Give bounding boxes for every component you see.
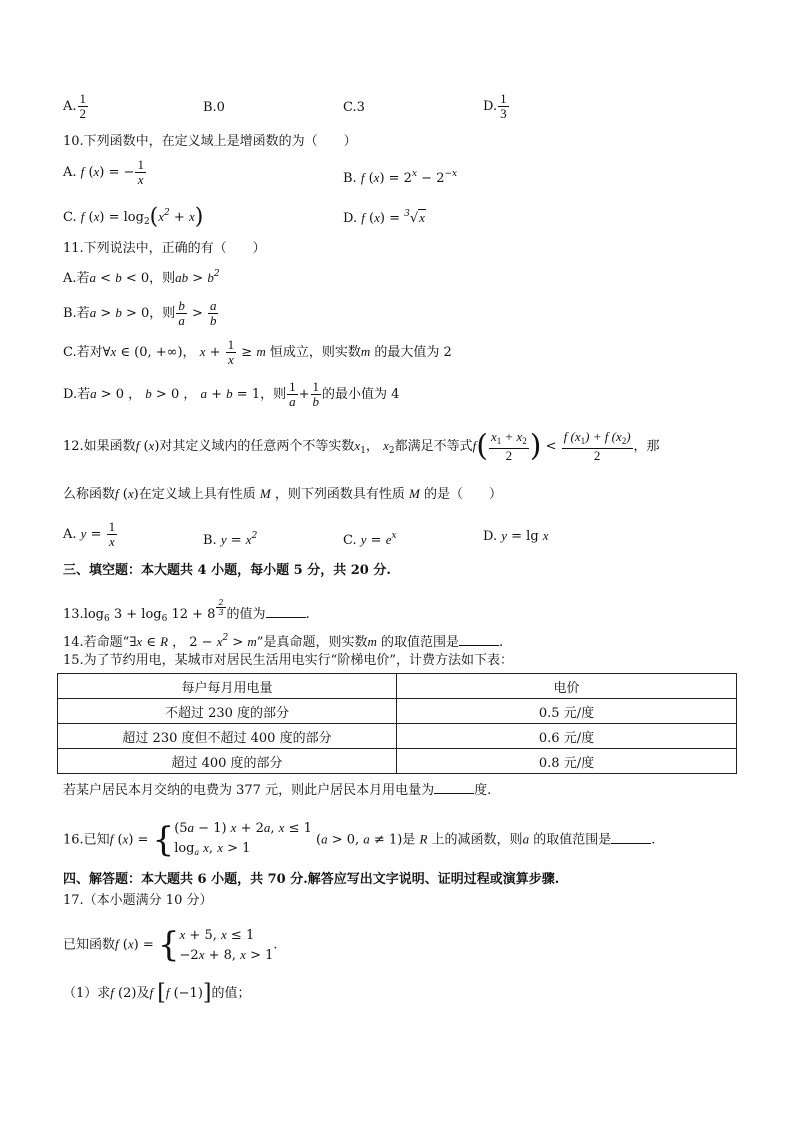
electricity-price-table bbox=[57, 673, 737, 774]
q12-stem-line2: 么称函数f (x)在定义域上具有性质 M ，则下列函数具有性质 M 的是（ ） bbox=[63, 486, 503, 502]
table-row bbox=[58, 699, 737, 724]
q11-stem: 11.下列说法中，正确的有（ ） bbox=[63, 241, 266, 256]
q10-option-d: D. f (x) = $^3$√x bbox=[343, 209, 425, 226]
q10-stem: 10.下列函数中，在定义域上是增函数的为（ ） bbox=[63, 134, 357, 149]
q12-option-a: A. y = $\frac{1}{x}$ bbox=[63, 519, 116, 549]
q9-option-b: B.0 bbox=[203, 100, 225, 115]
table-header-row bbox=[58, 674, 737, 699]
q9-option-c: C.3 bbox=[343, 100, 365, 115]
table-cell: 0.8 元/度 bbox=[397, 749, 737, 774]
q11-option-d: D.若a > 0 ， b > 0 ， a + b = 1，则 $\frac{1}{a}$ + $\frac{1}{b}$ 的最小值为 4 bbox=[63, 379, 400, 409]
table-cell: 0.6 元/度 bbox=[397, 724, 737, 749]
q17-header: 17.（本小题满分 10 分） bbox=[63, 893, 213, 908]
q11-option-c: C.若对∀x ∈ (0, +∞)， x + $\frac{1}{x}$ ≥ m 恒成立，则实数m 的最大值为 2 bbox=[63, 337, 452, 367]
table-row bbox=[58, 724, 737, 749]
q11-option-a: A.若a < b < 0，则ab > $b^2$ bbox=[63, 269, 220, 286]
table-cell: 不超过 230 度的部分 bbox=[58, 699, 397, 724]
q12-option-c: C. $y = e^x$ bbox=[343, 531, 397, 548]
q13: $13.\log_6$ $3 + \log_6 12 + 8$ $^{\frac{2}{3}}$ 的值为 . bbox=[63, 598, 310, 624]
table-cell: 超过 400 度的部分 bbox=[58, 749, 397, 774]
q15-stem: 15.为了节约用电，某城市对居民生活用电实行“阶梯电价”，计费方法如下表： bbox=[63, 653, 513, 668]
q16: 16.已知f (x) = { (5a − 1) x + 2a, x ≤ 1 $\log_a x$, x > 1 (a > 0, a ≠ 1)是 R 上的减函数，则a 的取值范围是 . bbox=[63, 820, 656, 860]
table-row bbox=[58, 749, 737, 774]
table-cell: 超过 230 度但不超过 400 度的部分 bbox=[58, 724, 397, 749]
q11-option-b: B.若a > b > 0，则 $\frac{b}{a}$ > $\frac{a}{b}$ bbox=[63, 298, 217, 328]
q9-option-d: D. $\frac{1}{3}$ bbox=[483, 91, 507, 121]
table-header-cell: 每户每月用电量 bbox=[58, 674, 397, 699]
q12-option-d: D. y = lg x bbox=[483, 528, 549, 544]
q12-option-b: B. $y = x^2$ bbox=[203, 531, 258, 548]
q15-question: 若某户居民本月交纳的电费为 377 元，则此户居民本月用电量为 度. bbox=[63, 783, 492, 798]
section-3-heading: 三、填空题：本大题共 4 小题，每小题 5 分，共 20 分. bbox=[63, 563, 391, 578]
q12-stem: 12.如果函数f (x)对其定义域内的任意两个不等实数$x_1$， $x_2$都满足不等式f( $\frac{x_1 + x_2}{2}$ ) < $\frac{f (x_1) + f (x_2)}{2}$ ，那 bbox=[63, 428, 660, 464]
q17-part-1: （1）求f (2)及f [f (−1)]的值； bbox=[63, 980, 251, 1006]
q10-option-b: B. f $(x) = 2^x - 2^{-x}$ bbox=[343, 169, 458, 186]
table-header-cell: 电价 bbox=[397, 674, 737, 699]
q9-option-a: A. $\frac{1}{2}$ bbox=[63, 91, 87, 121]
q10-option-c: C. f $(x) = \log_2(x^2 + x)$ bbox=[63, 204, 204, 230]
q14: 14.若命题“∃x ∈ R ， $2 - x^2 > m$”是真命题，则实数m 的取值范围是 . bbox=[63, 633, 504, 650]
q10-option-a: A. f (x) = − $\frac{1}{x}$ bbox=[63, 157, 144, 187]
section-4-heading: 四、解答题：本大题共 6 小题，共 70 分.解答应写出文字说明、证明过程或演算步骤. bbox=[63, 872, 560, 887]
q17-given: 已知函数f (x) = { x + 5, x ≤ 1 −2x + 8, x > 1 . bbox=[63, 925, 278, 965]
table-cell: 0.5 元/度 bbox=[397, 699, 737, 724]
